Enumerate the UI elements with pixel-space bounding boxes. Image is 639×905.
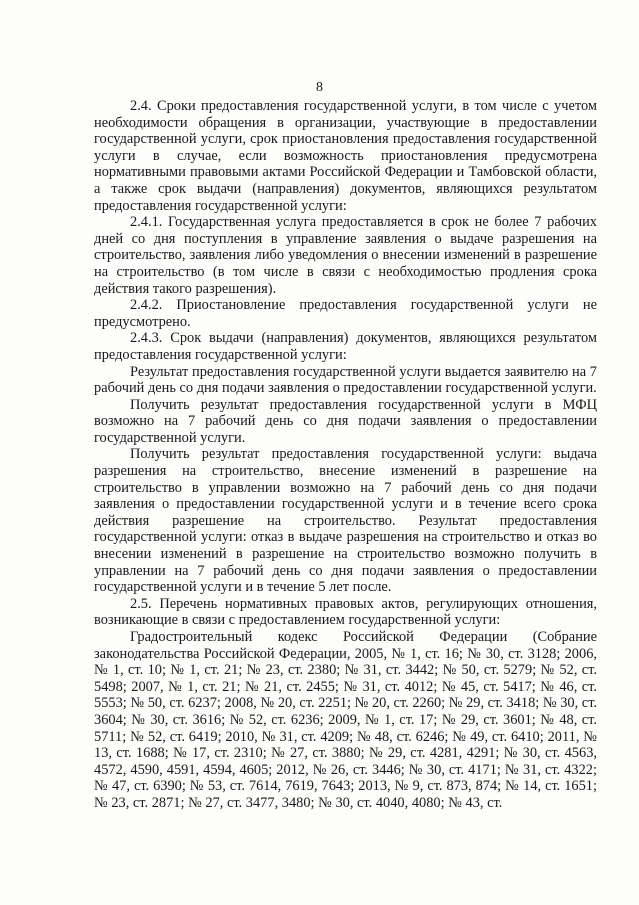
paragraph-2-4: 2.4. Сроки предоставления государственной услуги, в том числе с учетом необходимости обращения в организации, участвующие в предоставлении государственной услуги, срок приостановления предоставления государственной услуги в случае, если возможность приостановления предусмотрена нормативными правовыми актами Российской Федерации и Тамбовской области, а также срок выдачи (направления) документов, являющихся результатом предоставления государственной услуги: [94, 98, 597, 214]
paragraph-2-4-1: 2.4.1. Государственная услуга предоставляется в срок не более 7 рабочих дней со дня поступления в управление заявления о выдаче разрешения на строительство, заявления либо уведомления о внесении изменений в разрешение на строительство (в том числе в связи с необходимостью продления срока действия такого разрешения). [94, 214, 597, 297]
paragraph-result-mfc: Получить результат предоставления государственной услуги в МФЦ возможно на 7 рабочий день со дня подачи заявления о предоставлении государственной услуги. [94, 396, 597, 446]
paragraph-2-4-2: 2.4.2. Приостановление предоставления государственной услуги не предусмотрено. [94, 297, 597, 330]
document-body [94, 98, 597, 812]
paragraph-2-4-3: 2.4.3. Срок выдачи (направления) документов, являющихся результатом предоставления государственной услуги: [94, 330, 597, 363]
paragraph-urban-planning-code: Градостроительный кодекс Российской Федерации (Собрание законодательства Российской Федерации, 2005, № 1, ст. 16; № 30, ст. 3128; 2006, № 1, ст. 10; № 1, ст. 21; № 23, ст. 2380; № 31, ст. 3442; № 50, ст. 5279; № 52, ст. 5498; 2007, № 1, ст. 21; № 21, ст. 2455; № 31, ст. 4012; № 45, ст. 5417; № 46, ст. 5553; № 50, ст. 6237; 2008, № 20, ст. 2251; № 20, ст. 2260; № 29, ст. 3418; № 30, ст. 3604; № 30, ст. 3616; № 52, ст. 6236; 2009, № 1, ст. 17; № 29, ст. 3601; № 48, ст. 5711; № 52, ст. 6419; 2010, № 31, ст. 4209; № 48, ст. 6246; № 49, ст. 6410; 2011, № 13, ст. 1688; № 17, ст. 2310; № 27, ст. 3880; № 29, ст. 4281, 4291; № 30, ст. 4563, 4572, 4590, 4591, 4594, 4605; 2012, № 26, ст. 3446; № 30, ст. 4171; № 31, ст. 4322; № 47, ст. 6390; № 53, ст. 7614, 7619, 7643; 2013, № 9, ст. 873, 874; № 14, ст. 1651; № 23, ст. 2871; № 27, ст. 3477, 3480; № 30, ст. 4040, 4080; № 43, ст. [94, 629, 597, 811]
paragraph-2-5: 2.5. Перечень нормативных правовых актов, регулирующих отношения, возникающие в связи с предоставлением государственной услуги: [94, 595, 597, 629]
paragraph-result-issue: Результат предоставления государственной услуги выдается заявителю на 7 рабочий день со дня подачи заявления о предоставлении государственной услуги. [94, 363, 597, 397]
paragraph-result-management: Получить результат предоставления государственной услуги: выдача разрешения на строительство, внесение изменений в разрешение на строительство в управлении возможно на 7 рабочий день со дня подачи заявления о предоставлении государственной услуги и в течение всего срока действия разрешение на строительство. Результат предоставления государственной услуги: отказ в выдаче разрешения на строительство и отказ во внесении изменений в разрешение на строительство возможно получить в управлении на 7 рабочий день со дня подачи заявления о предоставлении государственной услуги и в течение 5 лет после. [94, 446, 597, 596]
page-number: 8 [316, 80, 323, 95]
